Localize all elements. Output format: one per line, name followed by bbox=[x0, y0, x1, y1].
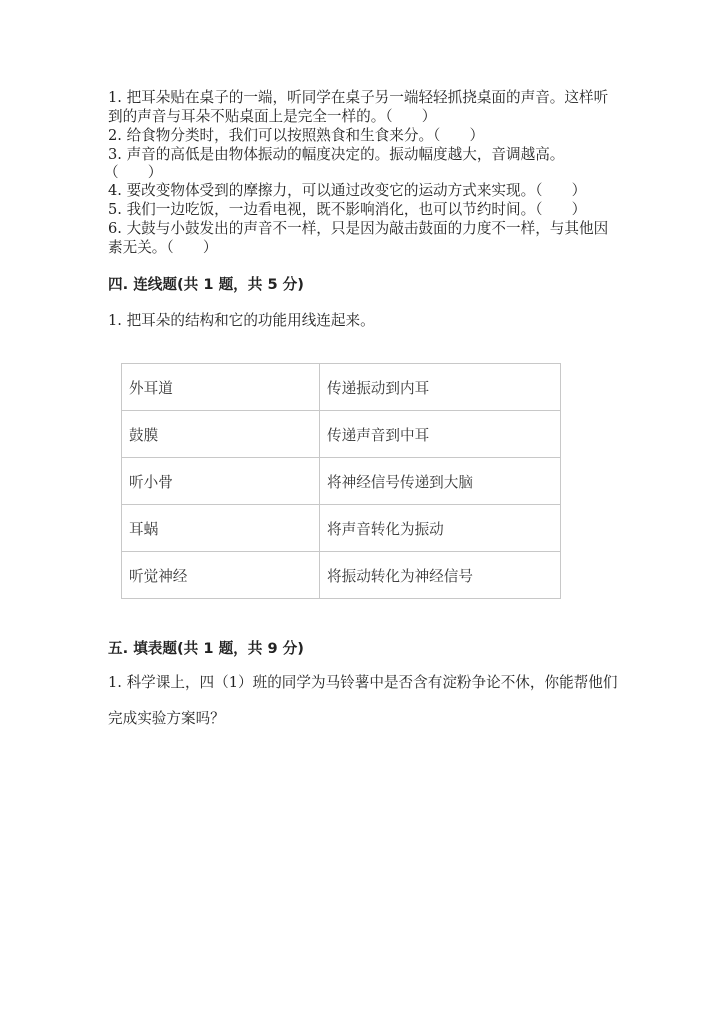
ear-function: 将声音转化为振动 bbox=[320, 505, 561, 552]
section-4-question: 1. 把耳朵的结构和它的功能用线连起来。 bbox=[108, 312, 375, 329]
ear-function: 传递振动到内耳 bbox=[320, 364, 561, 411]
question-line: 2. 给食物分类时，我们可以按照熟食和生食来分。（ ） bbox=[108, 127, 485, 144]
ear-structure: 外耳道 bbox=[122, 364, 320, 411]
question-line: 3. 声音的高低是由物体振动的幅度决定的。振动幅度越大，音调越高。 bbox=[108, 146, 565, 163]
table-row bbox=[122, 552, 561, 599]
question-line: 4. 要改变物体受到的摩擦力，可以通过改变它的运动方式来实现。（ ） bbox=[108, 182, 587, 199]
ear-function: 将振动转化为神经信号 bbox=[320, 552, 561, 599]
ear-structure: 听小骨 bbox=[122, 458, 320, 505]
ear-structure: 听觉神经 bbox=[122, 552, 320, 599]
question-line: 5. 我们一边吃饭，一边看电视，既不影响消化，也可以节约时间。（ ） bbox=[108, 201, 587, 218]
table-row bbox=[122, 364, 561, 411]
table-row bbox=[122, 458, 561, 505]
ear-function: 传递声音到中耳 bbox=[320, 411, 561, 458]
section-5-question-line: 完成实验方案吗？ bbox=[108, 710, 225, 727]
ear-structure: 鼓膜 bbox=[122, 411, 320, 458]
section-5-heading: 五. 填表题(共 1 题，共 9 分) bbox=[108, 640, 304, 657]
question-line: 1. 把耳朵贴在桌子的一端，听同学在桌子另一端轻轻抓挠桌面的声音。这样听 bbox=[108, 89, 609, 106]
ear-structure: 耳蜗 bbox=[122, 505, 320, 552]
table-row bbox=[122, 411, 561, 458]
matching-table bbox=[121, 363, 561, 599]
question-line: 素无关。（ ） bbox=[108, 239, 218, 256]
question-line: 到的声音与耳朵不贴桌面上是完全一样的。（ ） bbox=[108, 108, 437, 125]
ear-function: 将神经信号传递到大脑 bbox=[320, 458, 561, 505]
question-line: 6. 大鼓与小鼓发出的声音不一样，只是因为敲击鼓面的力度不一样，与其他因 bbox=[108, 220, 609, 237]
section-4-heading: 四. 连线题(共 1 题，共 5 分) bbox=[108, 276, 304, 293]
table-row bbox=[122, 505, 561, 552]
question-line: （ ） bbox=[104, 164, 163, 181]
section-5-question-line: 1. 科学课上，四（1）班的同学为马铃薯中是否含有淀粉争论不休，你能帮他们 bbox=[108, 674, 618, 691]
